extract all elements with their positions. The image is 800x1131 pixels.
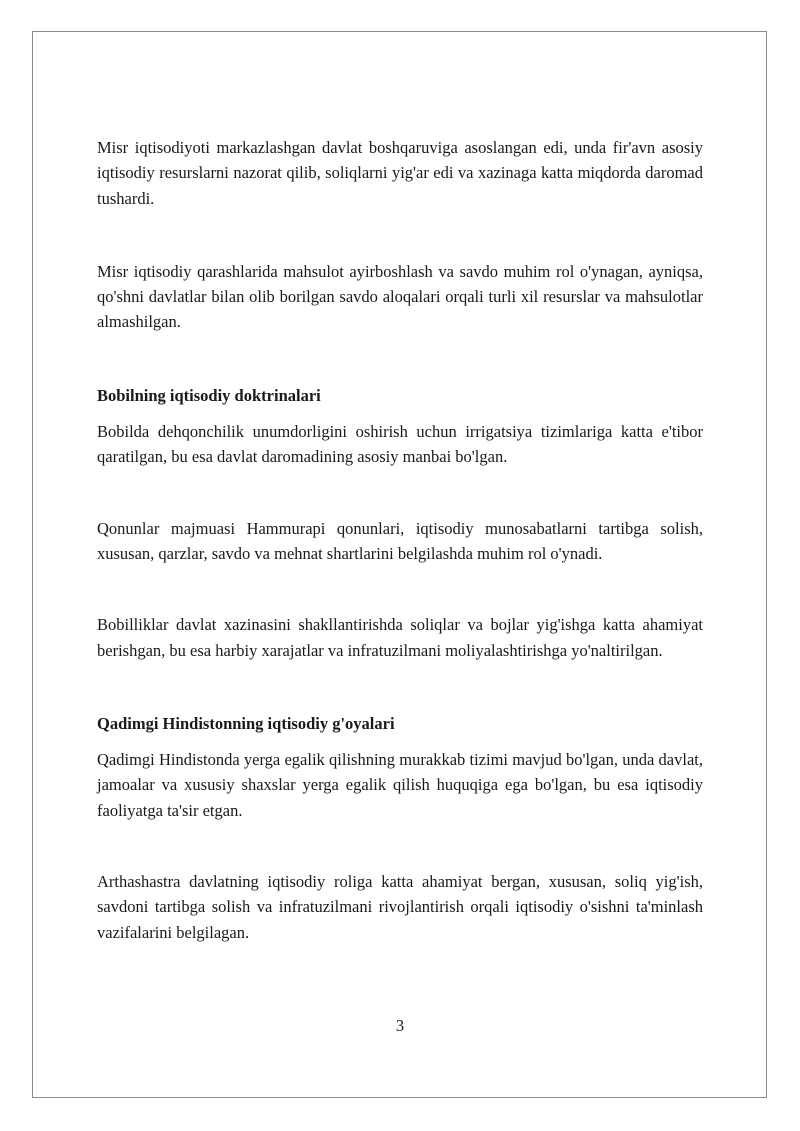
paragraph-india-land: Qadimgi Hindistonda yerga egalik qilishning murakkab tizimi mavjud bo'lgan, unda davlat, jamoalar va xususiy shaxslar yerga egalik qilish huquqiga ega bo'lgan, bu esa iqtisodiy faoliyatga ta'sir etgan.: [97, 750, 703, 820]
paragraph-babylon-irrigation: Bobilda dehqonchilik unumdorligini oshirish uchun irrigatsiya tizimlariga katta e'tibor qaratilgan, bu esa davlat daromadining asosiy manbai bo'lgan.: [97, 422, 703, 467]
paragraph-babylon-taxes: Bobilliklar davlat xazinasini shakllantirishda soliqlar va bojlar yig'ishga katta ahamiyat berishgan, bu esa harbiy xarajatlar va infratuzilmani moliyalashtirishga yo'naltirilgan.: [97, 615, 703, 660]
page-number: 3: [395, 1016, 405, 1035]
paragraph-egypt-trade: Misr iqtisodiy qarashlarida mahsulot ayirboshlash va savdo muhim rol o'ynagan, ayniqsa, qo'shni davlatlar bilan olib borilgan savdo aloqalari orqali turli xil resurslar va mahsulotlar almashilgan.: [97, 261, 703, 332]
heading-babylon: Bobilning iqtisodiy doktrinalari: [97, 385, 321, 405]
paragraph-arthashastra: Arthashastra davlatning iqtisodiy roliga katta ahamiyat bergan, xususan, soliq yig'ish, savdoni tartibga solish va infratuzilmani rivojlantirish orqali iqtisodiy o'sishni ta'minlash vazifalarini belgilagan.: [97, 872, 703, 942]
paragraph-hammurabi-laws: Qonunlar majmuasi Hammurapi qonunlari, iqtisodiy munosabatlarni tartibga solish, xususan, qarzlar, savdo va mehnat shartlarini belgilashda muhim rol o'ynadi.: [97, 518, 703, 563]
heading-ancient-india: Qadimgi Hindistonning iqtisodiy g'oyalari: [97, 713, 395, 733]
paragraph-egypt-economy: Misr iqtisodiyoti markazlashgan davlat boshqaruviga asoslangan edi, unda fir'avn asosiy iqtisodiy resurslarni nazorat qilib, soliqlarni yig'ar edi va xazinaga katta miqdorda daromad tushardi.: [97, 138, 703, 208]
document-body: [97, 135, 703, 945]
